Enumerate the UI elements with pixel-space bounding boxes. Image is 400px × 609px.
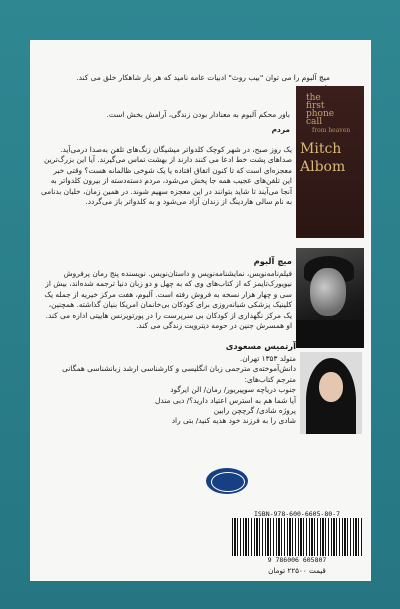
summary-line: معجزه‌ای است که تا کنون اتفاق افتاده یا یک شوخی ظالمانه هست؟ وقتی خبر (53, 165, 292, 175)
author-bio-line: سی و چهار هزار نسخه به فروش رفته است. آلبوم، هفت مرکز خیریه از جمله یک (44, 289, 292, 299)
book-cover-line: call (306, 117, 323, 127)
book-summary (40, 145, 292, 207)
author-shirt (296, 320, 364, 348)
translator-face (319, 372, 343, 402)
book-cover-line: heaven (328, 127, 351, 134)
summary-line: به نام سالی هاردینگ از زندان آزاد می‌شود و به کلدواتر باز می‌گردد. (85, 197, 292, 207)
translator-bio-line: شادی را به فرزند خود هدیه کنید/ بتی راد (171, 416, 296, 426)
author-bio-line: فیلم‌نامه‌نویس، نمایشنامه‌نویس و داستان‌نویس. نویسنده پنج رمان پرفروش (63, 269, 292, 278)
author-face (310, 268, 346, 316)
quote-time: میچ آلبوم را می توان "بیب روث" ادبیات عامه نامید که هر بار شاهکار خلق می کند. (76, 73, 330, 82)
quote-people-source: مردم (271, 125, 290, 134)
author-bio (40, 269, 292, 331)
summary-line: صداهای پشت خط ادعا می کنند دارند از بهشت تماس می‌گیرند. آیا این بزرگ‌ترین (43, 155, 292, 165)
author-bio-line: او همسرش جنین در حومه دیترویت زندگی می کند. (136, 321, 292, 331)
book-cover-author-first: Mitch (300, 141, 342, 157)
translator-bio (40, 354, 296, 427)
translator-photo (300, 352, 362, 434)
translator-heading: آرتمیس مسعودی (225, 341, 296, 351)
author-bio-line: کلینیک پزشکی شبانه‌روزی برای کودکان بی‌خانمان امریکا بنیان گذاشته. همچنین، (48, 300, 292, 310)
publisher-logo-mark (211, 472, 245, 492)
translator-bio-line: متولد ۱۳۵۳ تهران. (239, 354, 296, 363)
translator-bio-line: پروژه شادی/ گرچچن رابین (213, 406, 296, 416)
book-cover-image (296, 86, 364, 238)
book-cover-line: first (306, 101, 325, 111)
translator-bio-line: آیا شما هم به استرس اعتیاد دارید؟/ دبی مندل (155, 395, 296, 405)
author-bio-line: نیویورک‌تایمز که از کتاب‌های وی که به چهل و دو زبان دنیا ترجمه شده‌اند، بیش از (45, 279, 292, 289)
author-photo (296, 248, 364, 348)
quote-people: باور محکم آلبوم به معنادار بودن زندگی، آرامش بخش است. (106, 110, 290, 119)
barcode-number: 9 786006 605807 (267, 556, 327, 564)
isbn-text: ISBN-978-600-6605-80-7 (253, 510, 341, 518)
book-cover-line: the (306, 93, 321, 103)
price-label: قیمت ۲۲۵۰۰ تومان (268, 566, 326, 575)
summary-line: این تلفن‌های عجیب همه جا پخش می‌شود، مردم دسته‌دسته از بیرون کلدواتر به (50, 176, 292, 186)
publisher-logo-icon (206, 468, 248, 494)
translator-bio-line: جنوب دریاچه سوپیریور/ رمان/ الن ایرگود (170, 385, 296, 395)
book-cover-subtitle (312, 127, 350, 134)
summary-line: یک روز صبح، در شهر کوچک کلدواتر میشیگان زنگ‌های تلفن به‌صدا درمی‌آید. (60, 145, 292, 154)
quote-time-source (40, 84, 330, 94)
book-cover-author-last: Albom (300, 159, 346, 175)
book-cover-line: phone (306, 109, 335, 119)
summary-line: آنجا می‌آیند تا شاید بتوانند در این معجزه سهیم شوند. در همین زمان، خلبان بدنامی (40, 186, 292, 196)
author-heading: میچ آلبوم (253, 256, 292, 266)
translator-bio-line: دانش‌آموخته‌ی مترجمی زبان انگلیسی و کارشناسی ارشد زبانشناسی همگانی (62, 364, 296, 374)
author-bio-line: یک مرکز نگهداری از کودکان بی سرپرست را در پورتوپرنس هاییتی اداره می کند. (45, 310, 292, 320)
barcode-icon (232, 518, 362, 556)
book-cover-title (306, 94, 358, 126)
translator-bio-line: مترجم کتاب‌های: (244, 374, 296, 384)
book-cover-line: from (312, 127, 327, 134)
